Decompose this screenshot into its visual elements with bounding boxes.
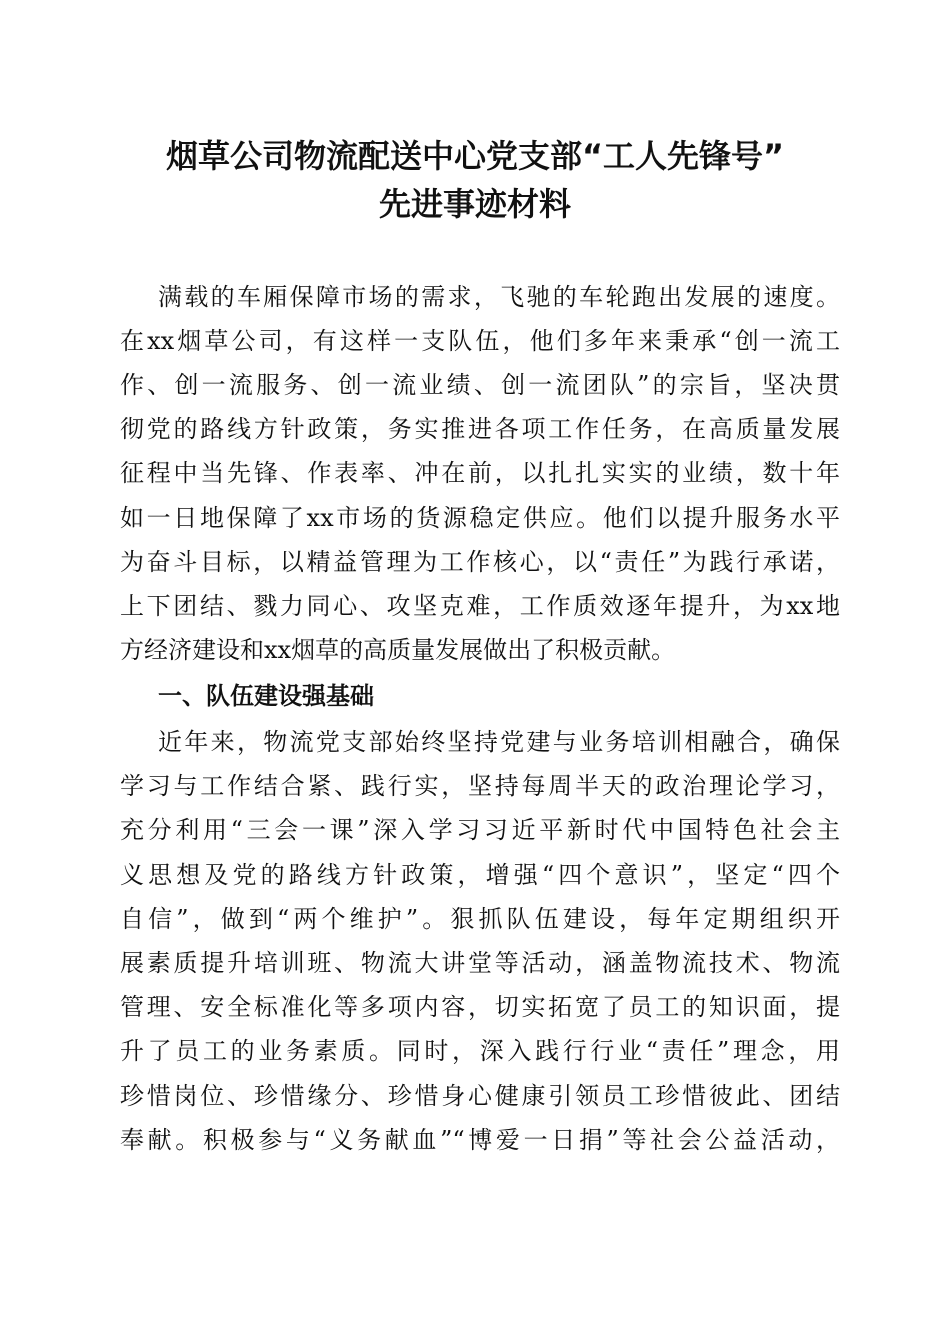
paragraph-line: 义思想及党的路线方针政策，增强“四个意识”，坚定“四个 xyxy=(120,861,840,889)
paragraph-line: 上下团结、戮力同心、攻坚克难，工作质效逐年提升，为xx地 xyxy=(120,592,840,620)
paragraph-line: 作、创一流服务、创一流业绩、创一流团队”的宗旨，坚决贯 xyxy=(120,371,840,399)
paragraph-line: 方经济建设和xx烟草的高质量发展做出了积极贡献。 xyxy=(120,636,676,664)
paragraph-line: 升了员工的业务素质。同时，深入践行行业“责任”理念，用 xyxy=(120,1037,840,1065)
paragraph-line: 满载的车厢保障市场的需求，飞驰的车轮跑出发展的速度。 xyxy=(158,283,840,311)
paragraph-line: 如一日地保障了xx市场的货源稳定供应。他们以提升服务水平 xyxy=(120,504,840,532)
paragraph-line: 展素质提升培训班、物流大讲堂等活动，涵盖物流技术、物流 xyxy=(120,949,840,977)
paragraph-line: 近年来，物流党支部始终坚持党建与业务培训相融合，确保 xyxy=(158,728,840,756)
paragraph-line: 珍惜岗位、珍惜缘分、珍惜身心健康引领员工珍惜彼此、团结 xyxy=(120,1082,840,1110)
document-title-line-1: 烟草公司物流配送中心党支部“工人先锋号” xyxy=(165,137,785,175)
section-heading: 一、队伍建设强基础 xyxy=(158,682,374,710)
paragraph-line: 学习与工作结合紧、践行实，坚持每周半天的政治理论学习， xyxy=(120,772,840,800)
paragraph-line: 征程中当先锋、作表率、冲在前，以扎扎实实的业绩，数十年 xyxy=(120,459,840,487)
paragraph-line: 充分利用“三会一课”深入学习习近平新时代中国特色社会主 xyxy=(120,816,840,844)
paragraph-line: 管理、安全标准化等多项内容，切实拓宽了员工的知识面，提 xyxy=(120,993,840,1021)
document-title-line-2: 先进事迹材料 xyxy=(378,185,571,223)
paragraph-line: 奉献。积极参与“义务献血”“博爱一日捐”等社会公益活动， xyxy=(120,1126,840,1154)
paragraph-line: 彻党的路线方针政策，务实推进各项工作任务，在高质量发展 xyxy=(120,415,840,443)
paragraph-line: 自信”，做到“两个维护”。狠抓队伍建设，每年定期组织开 xyxy=(120,905,840,933)
paragraph-line: 在xx烟草公司，有这样一支队伍，他们多年来秉承“创一流工 xyxy=(120,327,840,355)
paragraph-line: 为奋斗目标，以精益管理为工作核心，以“责任”为践行承诺， xyxy=(120,548,840,576)
